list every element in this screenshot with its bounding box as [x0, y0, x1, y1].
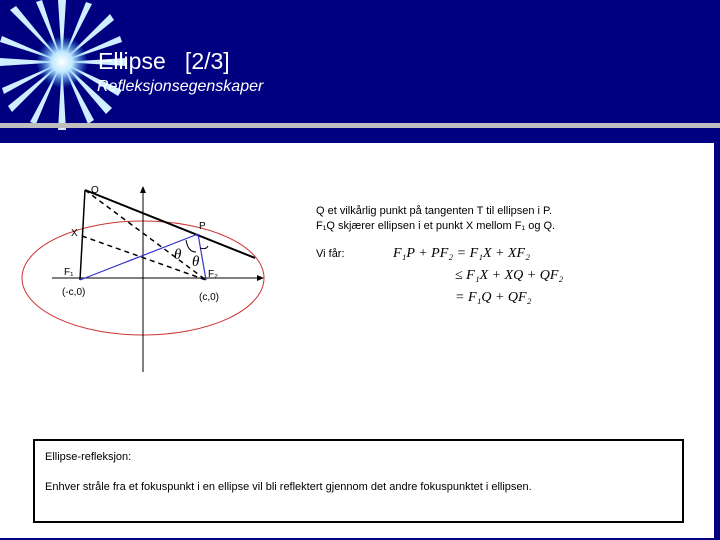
label-f1: F₁ — [64, 267, 74, 278]
angle-arc-left — [186, 240, 196, 252]
description — [316, 204, 616, 234]
theta-right: θ — [192, 254, 200, 270]
slide-title: Ellipse [2/3] — [98, 48, 230, 74]
label-f2: F₂ — [208, 269, 218, 280]
label-x: X — [71, 228, 78, 239]
equation-line-3: = F₁Q + QF₂ — [455, 290, 532, 305]
xf2-line — [82, 236, 206, 280]
label-neg-c: (-c,0) — [62, 287, 86, 298]
ellipse-diagram — [0, 0, 320, 385]
theta-left: θ — [174, 247, 182, 263]
label-q: Q — [91, 185, 99, 196]
qf2-line — [85, 190, 206, 280]
vi-far-label: Vi får: — [316, 248, 345, 260]
angle-arc-right — [200, 246, 208, 249]
x-axis-arrow — [257, 275, 264, 281]
label-p: P — [199, 221, 206, 232]
f1q-line — [80, 190, 85, 280]
equation-line-2: ≤ F₁X + XQ + QF₂ — [455, 268, 564, 283]
tangent-line — [85, 190, 255, 258]
y-axis-arrow — [140, 186, 146, 193]
box-title: Ellipse-refleksjon: — [45, 451, 132, 463]
description-line-1: Q et vilkårlig punkt på tangenten T til ellipsen i P. — [316, 205, 553, 217]
label-c: (c,0) — [199, 292, 219, 303]
description-line-2: F₁Q skjærer ellipsen i et punkt X mellom F₁ og Q. — [316, 220, 556, 232]
slide-subtitle: Refleksjonsegenskaper — [97, 78, 264, 95]
box-text: Enhver stråle fra et fokuspunkt i en ellipse vil bli reflektert gjennom det andre fokuspunktet i ellipsen. — [45, 481, 532, 493]
reflection-box — [33, 439, 684, 523]
equation-line-1: F₁P + PF₂ = F₁X + XF₂ — [393, 246, 530, 261]
